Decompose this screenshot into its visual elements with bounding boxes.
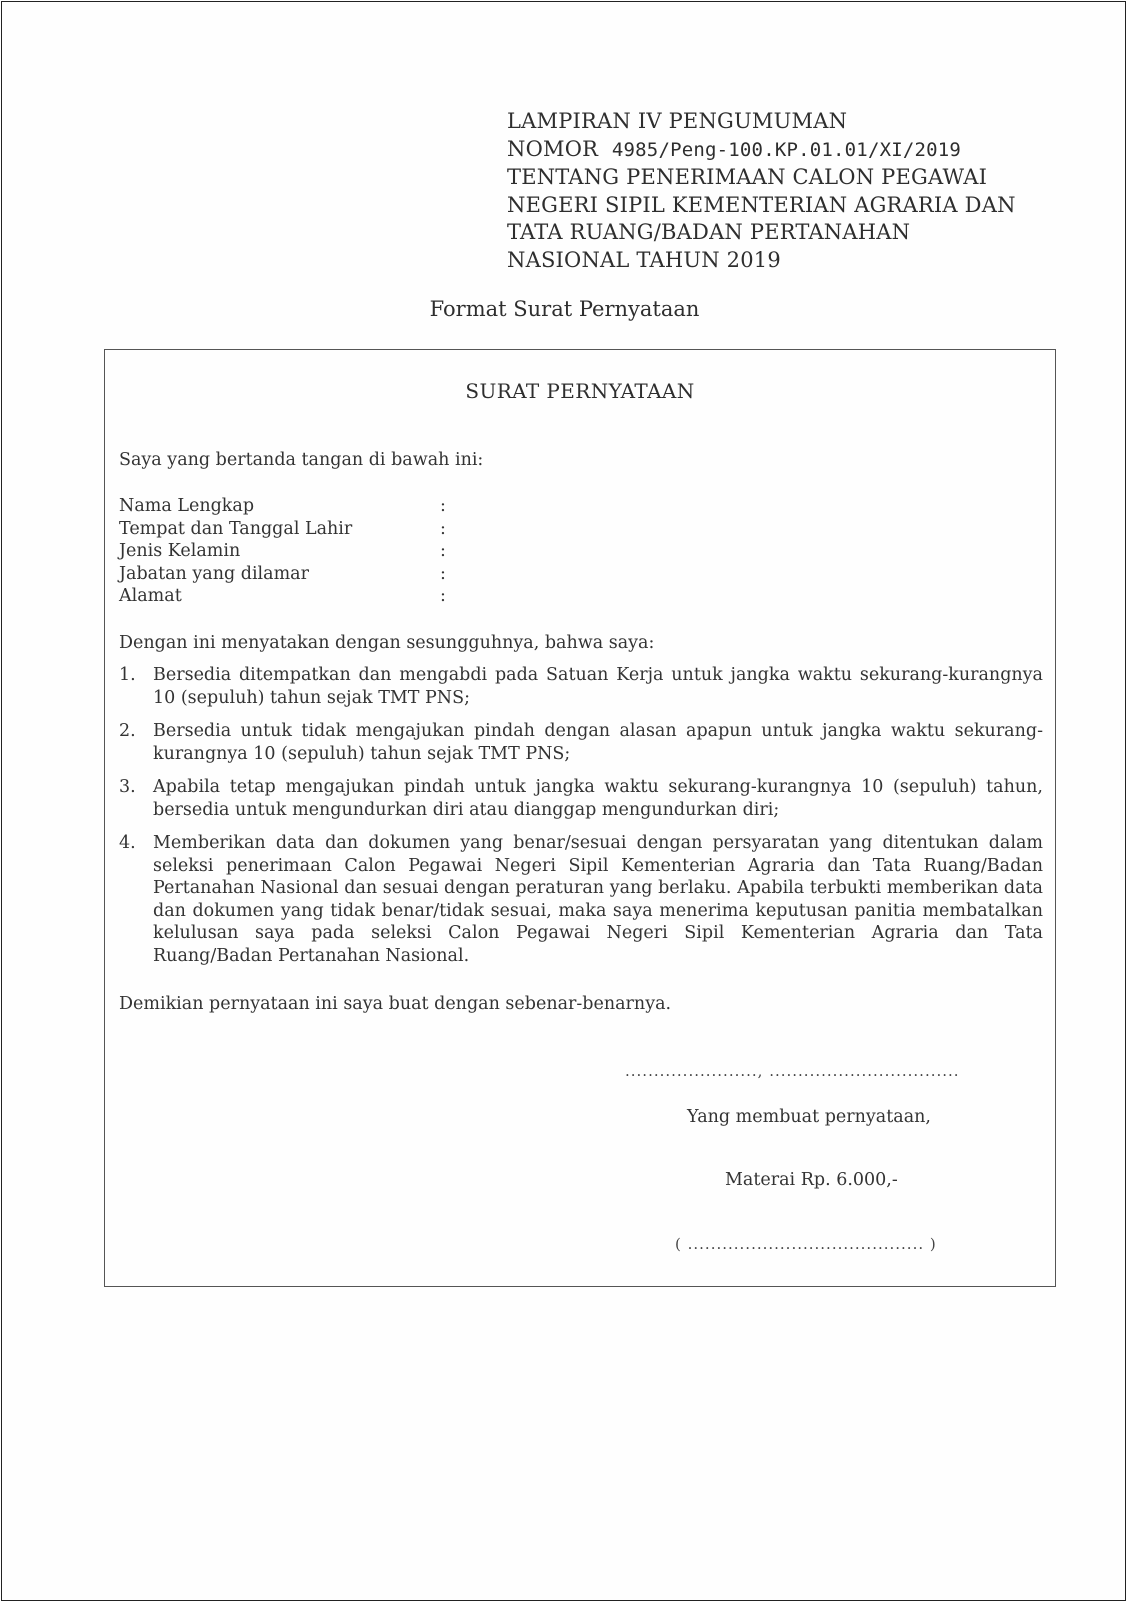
field-colon: : <box>440 563 446 584</box>
field-label: Jabatan yang dilamar <box>119 563 309 584</box>
field-colon: : <box>440 541 446 561</box>
header-number: 4985/Peng-100.KP.01.01/XI/2019 <box>611 138 962 161</box>
field-row <box>119 518 460 541</box>
list-number: 3. <box>119 777 136 797</box>
signature-name-line: ( ......................................... ) <box>675 1235 937 1253</box>
field-label: Jenis Kelamin <box>119 541 241 561</box>
field-label: Nama Lengkap <box>119 496 255 516</box>
header-line-5: TATA RUANG/BADAN PERTANAHAN <box>507 220 911 245</box>
list-text: Memberikan data dan dokumen yang benar/sesuai dengan persyaratan yang ditentukan dalam seleksi penerimaan Calon Pegawai Negeri Sipil Kementerian Agraria dan Tata Ruang/Badan Pertanahan Nasional dan sesuai dengan peraturan yang berlaku. Apabila terbukti memberikan data dan dokumen yang tidak benar/tidak sesuai, maka saya menerima keputusan panitia membatalkan kelulusan saya pada seleksi Calon Pegawai Negeri Sipil Kementerian Agraria dan Tata Ruang/Badan Pertanahan Nasional. <box>153 833 1043 966</box>
list-text: Bersedia untuk tidak mengajukan pindah dengan alasan apapun untuk jangka waktu sekurang-kurangnya 10 (sepuluh) tahun sejak TMT PNS; <box>153 721 1043 764</box>
field-colon: : <box>440 518 446 539</box>
statement-list <box>119 664 1049 978</box>
statement-intro: Dengan ini menyatakan dengan sesungguhnya, bahwa saya: <box>119 633 655 653</box>
format-title: Format Surat Pernyataan <box>429 297 700 321</box>
header-number-prefix: NOMOR <box>507 136 599 161</box>
list-text: Apabila tetap mengajukan pindah untuk jangka waktu sekurang-kurangnya 10 (sepuluh) tahun, bersedia untuk mengundurkan diri atau dianggap mengundurkan diri; <box>153 777 1043 820</box>
list-item <box>119 776 1049 821</box>
field-label: Alamat <box>119 586 182 606</box>
list-number: 2. <box>119 721 136 741</box>
header-line-2 <box>507 136 1067 165</box>
letter-intro: Saya yang bertanda tangan di bawah ini: <box>119 450 484 470</box>
closing-statement: Demikian pernyataan ini saya buat dengan sebenar-benarnya. <box>119 994 672 1014</box>
field-label: Tempat dan Tanggal Lahir <box>119 518 353 539</box>
field-colon: : <box>440 586 446 606</box>
header-line-4: NEGERI SIPIL KEMENTERIAN AGRARIA DAN <box>507 192 1016 217</box>
statement-letter-box <box>104 349 1056 1287</box>
list-number: 1. <box>119 665 136 685</box>
identity-fields <box>119 495 460 608</box>
field-row <box>119 563 460 586</box>
field-row <box>119 585 460 608</box>
field-row <box>119 540 460 563</box>
list-number: 4. <box>119 833 136 853</box>
list-text: Bersedia ditempatkan dan mengabdi pada Satuan Kerja untuk jangka waktu sekurang-kurangnya 10 (sepuluh) tahun sejak TMT PNS; <box>153 665 1043 708</box>
place-date-line: ......................., ................................. <box>625 1062 960 1080</box>
document-page <box>1 1 1126 1601</box>
header-line-1: LAMPIRAN IV PENGUMUMAN <box>507 109 848 133</box>
stamp-duty-label: Materai Rp. 6.000,- <box>725 1170 898 1190</box>
list-item <box>119 664 1049 709</box>
signer-label: Yang membuat pernyataan, <box>687 1107 931 1127</box>
header-line-6: NASIONAL TAHUN 2019 <box>507 247 781 272</box>
list-item <box>119 832 1049 967</box>
list-item <box>119 720 1049 765</box>
field-colon: : <box>440 496 446 516</box>
field-row <box>119 495 460 518</box>
letter-title: SURAT PERNYATAAN <box>465 379 695 403</box>
attachment-header <box>507 108 1067 275</box>
header-line-3: TENTANG PENERIMAAN CALON PEGAWAI <box>507 165 988 190</box>
